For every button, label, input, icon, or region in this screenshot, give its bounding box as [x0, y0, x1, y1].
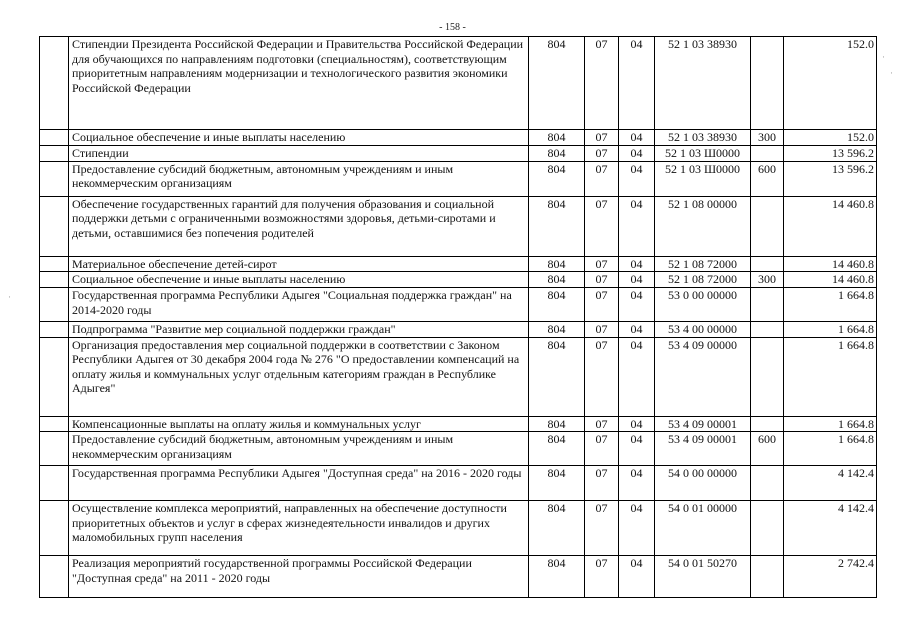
blank-cell	[40, 196, 69, 256]
ministry-code: 804	[529, 130, 585, 146]
item-name: Социальное обеспечение и иные выплаты населению	[69, 272, 529, 288]
section-code: 07	[585, 288, 619, 322]
blank-cell	[40, 432, 69, 466]
blank-cell	[40, 256, 69, 272]
item-name: Обеспечение государственных гарантий для получения образования и социальной поддержки детьми с ограниченными возможностями здоровья, детьми-сиротами и детьми, оставшимися без попечения родителей	[69, 196, 529, 256]
target-article-code: 52 1 03 38930	[655, 37, 751, 130]
expense-type-code	[751, 288, 784, 322]
section-code: 07	[585, 37, 619, 130]
table-row	[40, 337, 877, 416]
blank-cell	[40, 288, 69, 322]
item-name: Предоставление субсидий бюджетным, автономным учреждениям и иным некоммерческим организациям	[69, 161, 529, 196]
table-row	[40, 416, 877, 432]
blank-cell	[40, 466, 69, 501]
subsection-code: 04	[619, 272, 655, 288]
item-name: Компенсационные выплаты на оплату жилья и коммунальных услуг	[69, 416, 529, 432]
blank-cell	[40, 130, 69, 146]
section-code: 07	[585, 466, 619, 501]
table-row	[40, 466, 877, 501]
blank-cell	[40, 37, 69, 130]
expense-type-code	[751, 416, 784, 432]
page-number: - 158 -	[439, 22, 466, 33]
amount: 13 596.2	[784, 146, 877, 162]
expense-type-code	[751, 501, 784, 556]
ministry-code: 804	[529, 337, 585, 416]
expense-type-code	[751, 466, 784, 501]
target-article-code: 52 1 08 72000	[655, 256, 751, 272]
amount: 152.0	[784, 37, 877, 130]
blank-cell	[40, 161, 69, 196]
target-article-code: 53 0 00 00000	[655, 288, 751, 322]
amount: 14 460.8	[784, 256, 877, 272]
expense-type-code: 600	[751, 161, 784, 196]
target-article-code: 52 1 03 38930	[655, 130, 751, 146]
amount: 1 664.8	[784, 337, 877, 416]
subsection-code: 04	[619, 196, 655, 256]
table-row	[40, 272, 877, 288]
subsection-code: 04	[619, 556, 655, 598]
target-article-code: 54 0 01 00000	[655, 501, 751, 556]
subsection-code: 04	[619, 466, 655, 501]
item-name: Реализация мероприятий государственной программы Российской Федерации "Доступная среда" на 2011 - 2020 годы	[69, 556, 529, 598]
blank-cell	[40, 416, 69, 432]
ministry-code: 804	[529, 556, 585, 598]
target-article-code: 53 4 09 00000	[655, 337, 751, 416]
blank-cell	[40, 501, 69, 556]
section-code: 07	[585, 196, 619, 256]
blank-cell	[40, 556, 69, 598]
blank-cell	[40, 146, 69, 162]
item-name: Подпрограмма "Развитие мер социальной поддержки граждан"	[69, 322, 529, 338]
section-code: 07	[585, 337, 619, 416]
table-row	[40, 146, 877, 162]
ministry-code: 804	[529, 501, 585, 556]
ministry-code: 804	[529, 161, 585, 196]
amount: 2 742.4	[784, 556, 877, 598]
subsection-code: 04	[619, 146, 655, 162]
item-name: Государственная программа Республики Адыгея "Социальная поддержка граждан" на 2014-2020 годы	[69, 288, 529, 322]
table-row	[40, 161, 877, 196]
section-code: 07	[585, 272, 619, 288]
amount: 1 664.8	[784, 322, 877, 338]
item-name: Осуществление комплекса мероприятий, направленных на обеспечение доступности приоритетных объектов и услуг в сферах жизнедеятельности инвалидов и других маломобильных групп населения	[69, 501, 529, 556]
ministry-code: 804	[529, 288, 585, 322]
table-row	[40, 322, 877, 338]
subsection-code: 04	[619, 416, 655, 432]
target-article-code: 52 1 03 Ш0000	[655, 146, 751, 162]
target-article-code: 52 1 03 Ш0000	[655, 161, 751, 196]
budget-table	[39, 36, 877, 598]
table-row	[40, 288, 877, 322]
expense-type-code	[751, 556, 784, 598]
expense-type-code: 300	[751, 130, 784, 146]
subsection-code: 04	[619, 337, 655, 416]
section-code: 07	[585, 501, 619, 556]
table-row	[40, 556, 877, 598]
amount: 4 142.4	[784, 466, 877, 501]
amount: 1 664.8	[784, 416, 877, 432]
amount: 13 596.2	[784, 161, 877, 196]
ministry-code: 804	[529, 196, 585, 256]
ministry-code: 804	[529, 466, 585, 501]
ministry-code: 804	[529, 416, 585, 432]
ministry-code: 804	[529, 322, 585, 338]
amount: 1 664.8	[784, 288, 877, 322]
budget-table-body	[40, 37, 877, 598]
expense-type-code	[751, 256, 784, 272]
expense-type-code	[751, 37, 784, 130]
subsection-code: 04	[619, 288, 655, 322]
ministry-code: 804	[529, 146, 585, 162]
subsection-code: 04	[619, 322, 655, 338]
table-row	[40, 196, 877, 256]
table-row	[40, 501, 877, 556]
blank-cell	[40, 337, 69, 416]
table-row	[40, 256, 877, 272]
section-code: 07	[585, 161, 619, 196]
target-article-code: 53 4 09 00001	[655, 416, 751, 432]
ministry-code: 804	[529, 272, 585, 288]
expense-type-code	[751, 196, 784, 256]
target-article-code: 53 4 00 00000	[655, 322, 751, 338]
section-code: 07	[585, 256, 619, 272]
expense-type-code: 600	[751, 432, 784, 466]
subsection-code: 04	[619, 432, 655, 466]
section-code: 07	[585, 416, 619, 432]
section-code: 07	[585, 432, 619, 466]
item-name: Социальное обеспечение и иные выплаты населению	[69, 130, 529, 146]
amount: 14 460.8	[784, 272, 877, 288]
item-name: Организация предоставления мер социальной поддержки в соответствии с Законом Республики Адыгея от 30 декабря 2004 года № 276 "О предоставлении компенсаций на оплату жилья и коммунальных услуг отдельным категориям граждан в Республике Адыгея"	[69, 337, 529, 416]
target-article-code: 52 1 08 72000	[655, 272, 751, 288]
subsection-code: 04	[619, 37, 655, 130]
expense-type-code	[751, 337, 784, 416]
amount: 152.0	[784, 130, 877, 146]
item-name: Стипендии	[69, 146, 529, 162]
subsection-code: 04	[619, 256, 655, 272]
table-row	[40, 432, 877, 466]
blank-cell	[40, 272, 69, 288]
target-article-code: 53 4 09 00001	[655, 432, 751, 466]
subsection-code: 04	[619, 501, 655, 556]
section-code: 07	[585, 146, 619, 162]
amount: 4 142.4	[784, 501, 877, 556]
item-name: Стипендии Президента Российской Федерации и Правительства Российской Федерации для обучающихся по направлениям подготовки (специальностям), соответствующим приоритетным направлениям модернизации и технологического развития экономики Российской Федерации	[69, 37, 529, 130]
section-code: 07	[585, 130, 619, 146]
item-name: Материальное обеспечение детей-сирот	[69, 256, 529, 272]
table-row	[40, 37, 877, 130]
scan-speck: ·	[882, 52, 885, 62]
subsection-code: 04	[619, 161, 655, 196]
expense-type-code	[751, 322, 784, 338]
item-name: Предоставление субсидий бюджетным, автономным учреждениям и иным некоммерческим организациям	[69, 432, 529, 466]
section-code: 07	[585, 322, 619, 338]
target-article-code: 54 0 00 00000	[655, 466, 751, 501]
target-article-code: 54 0 01 50270	[655, 556, 751, 598]
ministry-code: 804	[529, 256, 585, 272]
ministry-code: 804	[529, 432, 585, 466]
subsection-code: 04	[619, 130, 655, 146]
ministry-code: 804	[529, 37, 585, 130]
blank-cell	[40, 322, 69, 338]
expense-type-code: 300	[751, 272, 784, 288]
item-name: Государственная программа Республики Адыгея "Доступная среда" на 2016 - 2020 годы	[69, 466, 529, 501]
section-code: 07	[585, 556, 619, 598]
amount: 1 664.8	[784, 432, 877, 466]
target-article-code: 52 1 08 00000	[655, 196, 751, 256]
table-row	[40, 130, 877, 146]
scan-speck: ·	[890, 68, 893, 78]
amount: 14 460.8	[784, 196, 877, 256]
expense-type-code	[751, 146, 784, 162]
scan-speck: ·	[8, 292, 11, 302]
